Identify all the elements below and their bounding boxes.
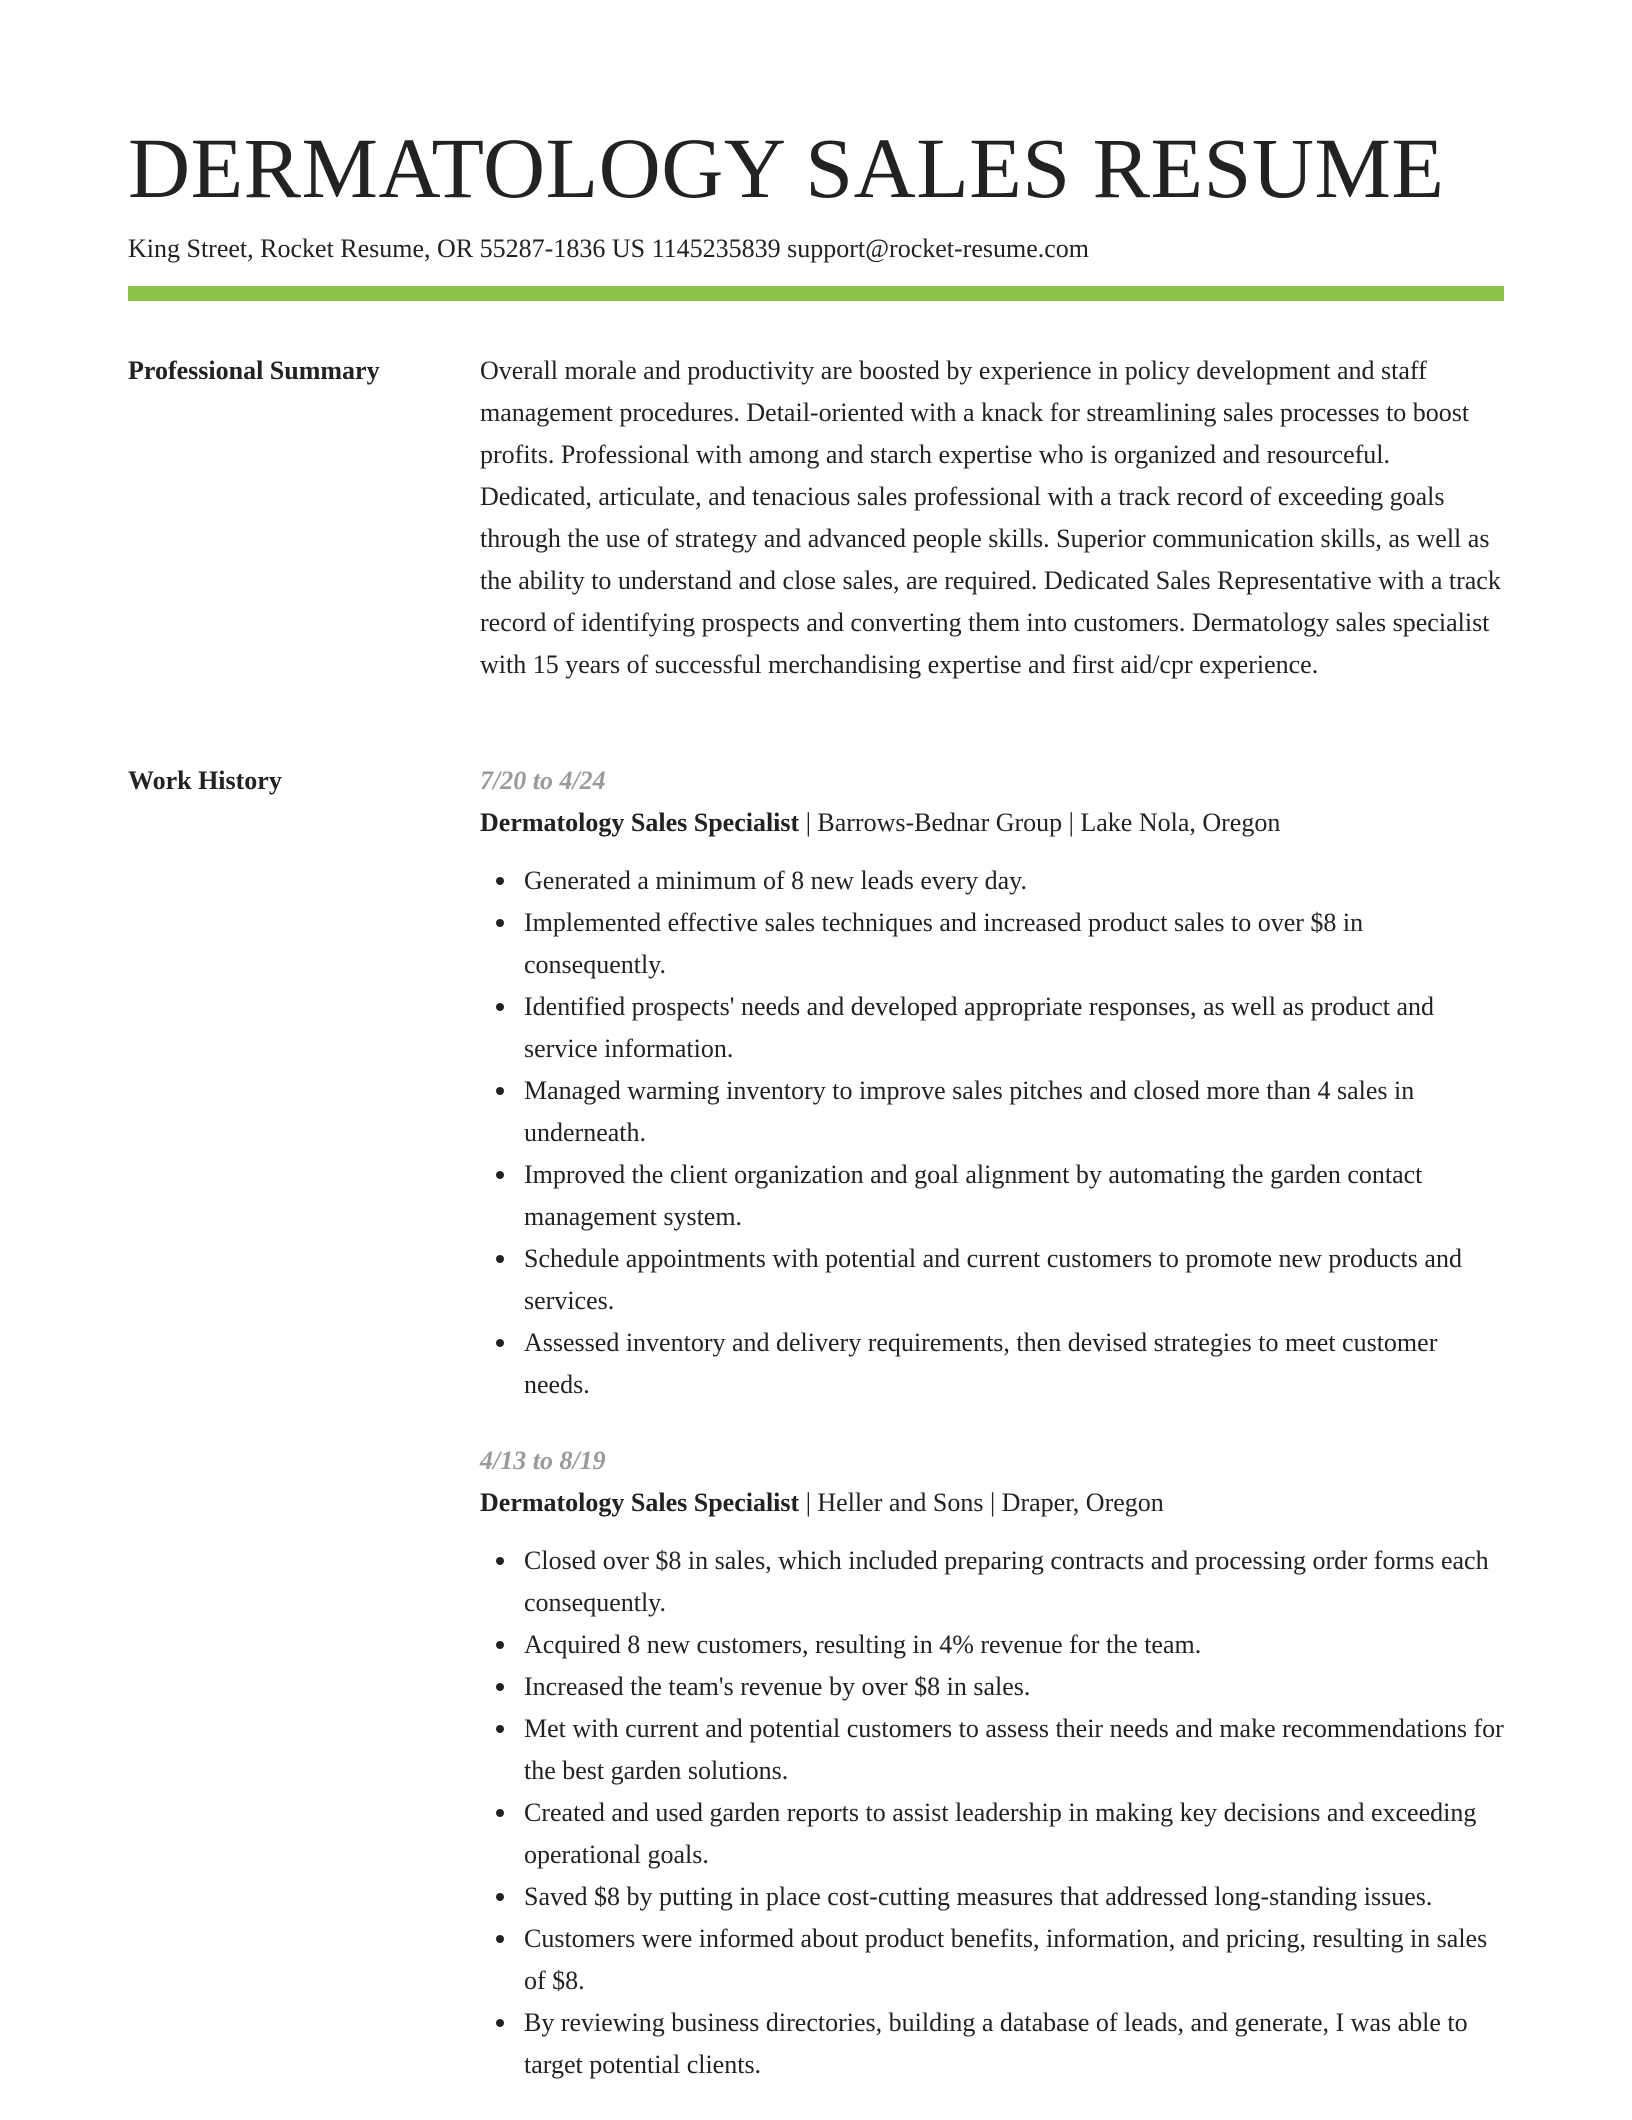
job-bullet: Improved the client organization and goal alignment by automating the garden contact management system. bbox=[524, 1154, 1504, 1238]
work-history-heading: Work History bbox=[128, 766, 282, 795]
job-dates: 4/13 to 8/19 bbox=[480, 1446, 606, 1475]
professional-summary-heading: Professional Summary bbox=[128, 356, 380, 385]
job-bullet: Acquired 8 new customers, resulting in 4% revenue for the team. bbox=[524, 1624, 1504, 1666]
job-bullet: Closed over $8 in sales, which included preparing contracts and processing order forms each consequently. bbox=[524, 1540, 1504, 1624]
job-bullet: Schedule appointments with potential and current customers to promote new products and services. bbox=[524, 1238, 1504, 1322]
job-title: Dermatology Sales Specialist bbox=[480, 808, 800, 837]
contact-info: King Street, Rocket Resume, OR 55287-1836 US 1145235839 support@rocket-resume.com bbox=[128, 234, 1090, 263]
job-title: Dermatology Sales Specialist bbox=[480, 1488, 800, 1517]
job-bullet: Created and used garden reports to assist leadership in making key decisions and exceeding operational goals. bbox=[524, 1792, 1504, 1876]
job-company-location: | Heller and Sons | Draper, Oregon bbox=[799, 1488, 1164, 1517]
job-bullet: Generated a minimum of 8 new leads every day. bbox=[524, 860, 1504, 902]
job-bullet: Met with current and potential customers to assess their needs and make recommendations for the best garden solutions. bbox=[524, 1708, 1504, 1792]
resume-title: DERMATOLOGY SALES RESUME bbox=[128, 120, 1445, 216]
job-bullet-list bbox=[480, 1540, 1504, 2086]
job-dates: 7/20 to 4/24 bbox=[480, 766, 606, 795]
professional-summary-body bbox=[480, 350, 1504, 686]
job-company-location: | Barrows-Bednar Group | Lake Nola, Oregon bbox=[799, 808, 1281, 837]
job-bullet: Managed warming inventory to improve sales pitches and closed more than 4 sales in underneath. bbox=[524, 1070, 1504, 1154]
job-bullet: Saved $8 by putting in place cost-cutting measures that addressed long-standing issues. bbox=[524, 1876, 1504, 1918]
header-divider bbox=[128, 286, 1504, 301]
job-heading bbox=[480, 1482, 1504, 1524]
job-entry bbox=[480, 1440, 1504, 2086]
job-bullet: Increased the team's revenue by over $8 in sales. bbox=[524, 1666, 1504, 1708]
work-history-body bbox=[480, 760, 1504, 2120]
job-bullet: Implemented effective sales techniques and increased product sales to over $8 in consequently. bbox=[524, 902, 1504, 986]
job-bullet: Identified prospects' needs and developed appropriate responses, as well as product and service information. bbox=[524, 986, 1504, 1070]
job-entry bbox=[480, 760, 1504, 1406]
job-heading bbox=[480, 802, 1504, 844]
job-bullet: Assessed inventory and delivery requirements, then devised strategies to meet customer needs. bbox=[524, 1322, 1504, 1406]
job-bullet-list bbox=[480, 860, 1504, 1406]
job-bullet: Customers were informed about product benefits, information, and pricing, resulting in sales of $8. bbox=[524, 1918, 1504, 2002]
professional-summary-text: Overall morale and productivity are boosted by experience in policy development and staff management procedures. Detail-oriented with a knack for streamlining sales processes to boost profits. Professional with among and starch expertise who is organized and resourceful. Dedicated, articulate, and tenacious sales professional with a track record of exceeding goals through the use of strategy and advanced people skills. Superior communication skills, as well as the ability to understand and close sales, are required. Dedicated Sales Representative with a track record of identifying prospects and converting them into customers. Dermatology sales specialist with 15 years of successful merchandising expertise and first aid/cpr experience. bbox=[480, 356, 1501, 679]
job-bullet: By reviewing business directories, building a database of leads, and generate, I was able to target potential clients. bbox=[524, 2002, 1504, 2086]
